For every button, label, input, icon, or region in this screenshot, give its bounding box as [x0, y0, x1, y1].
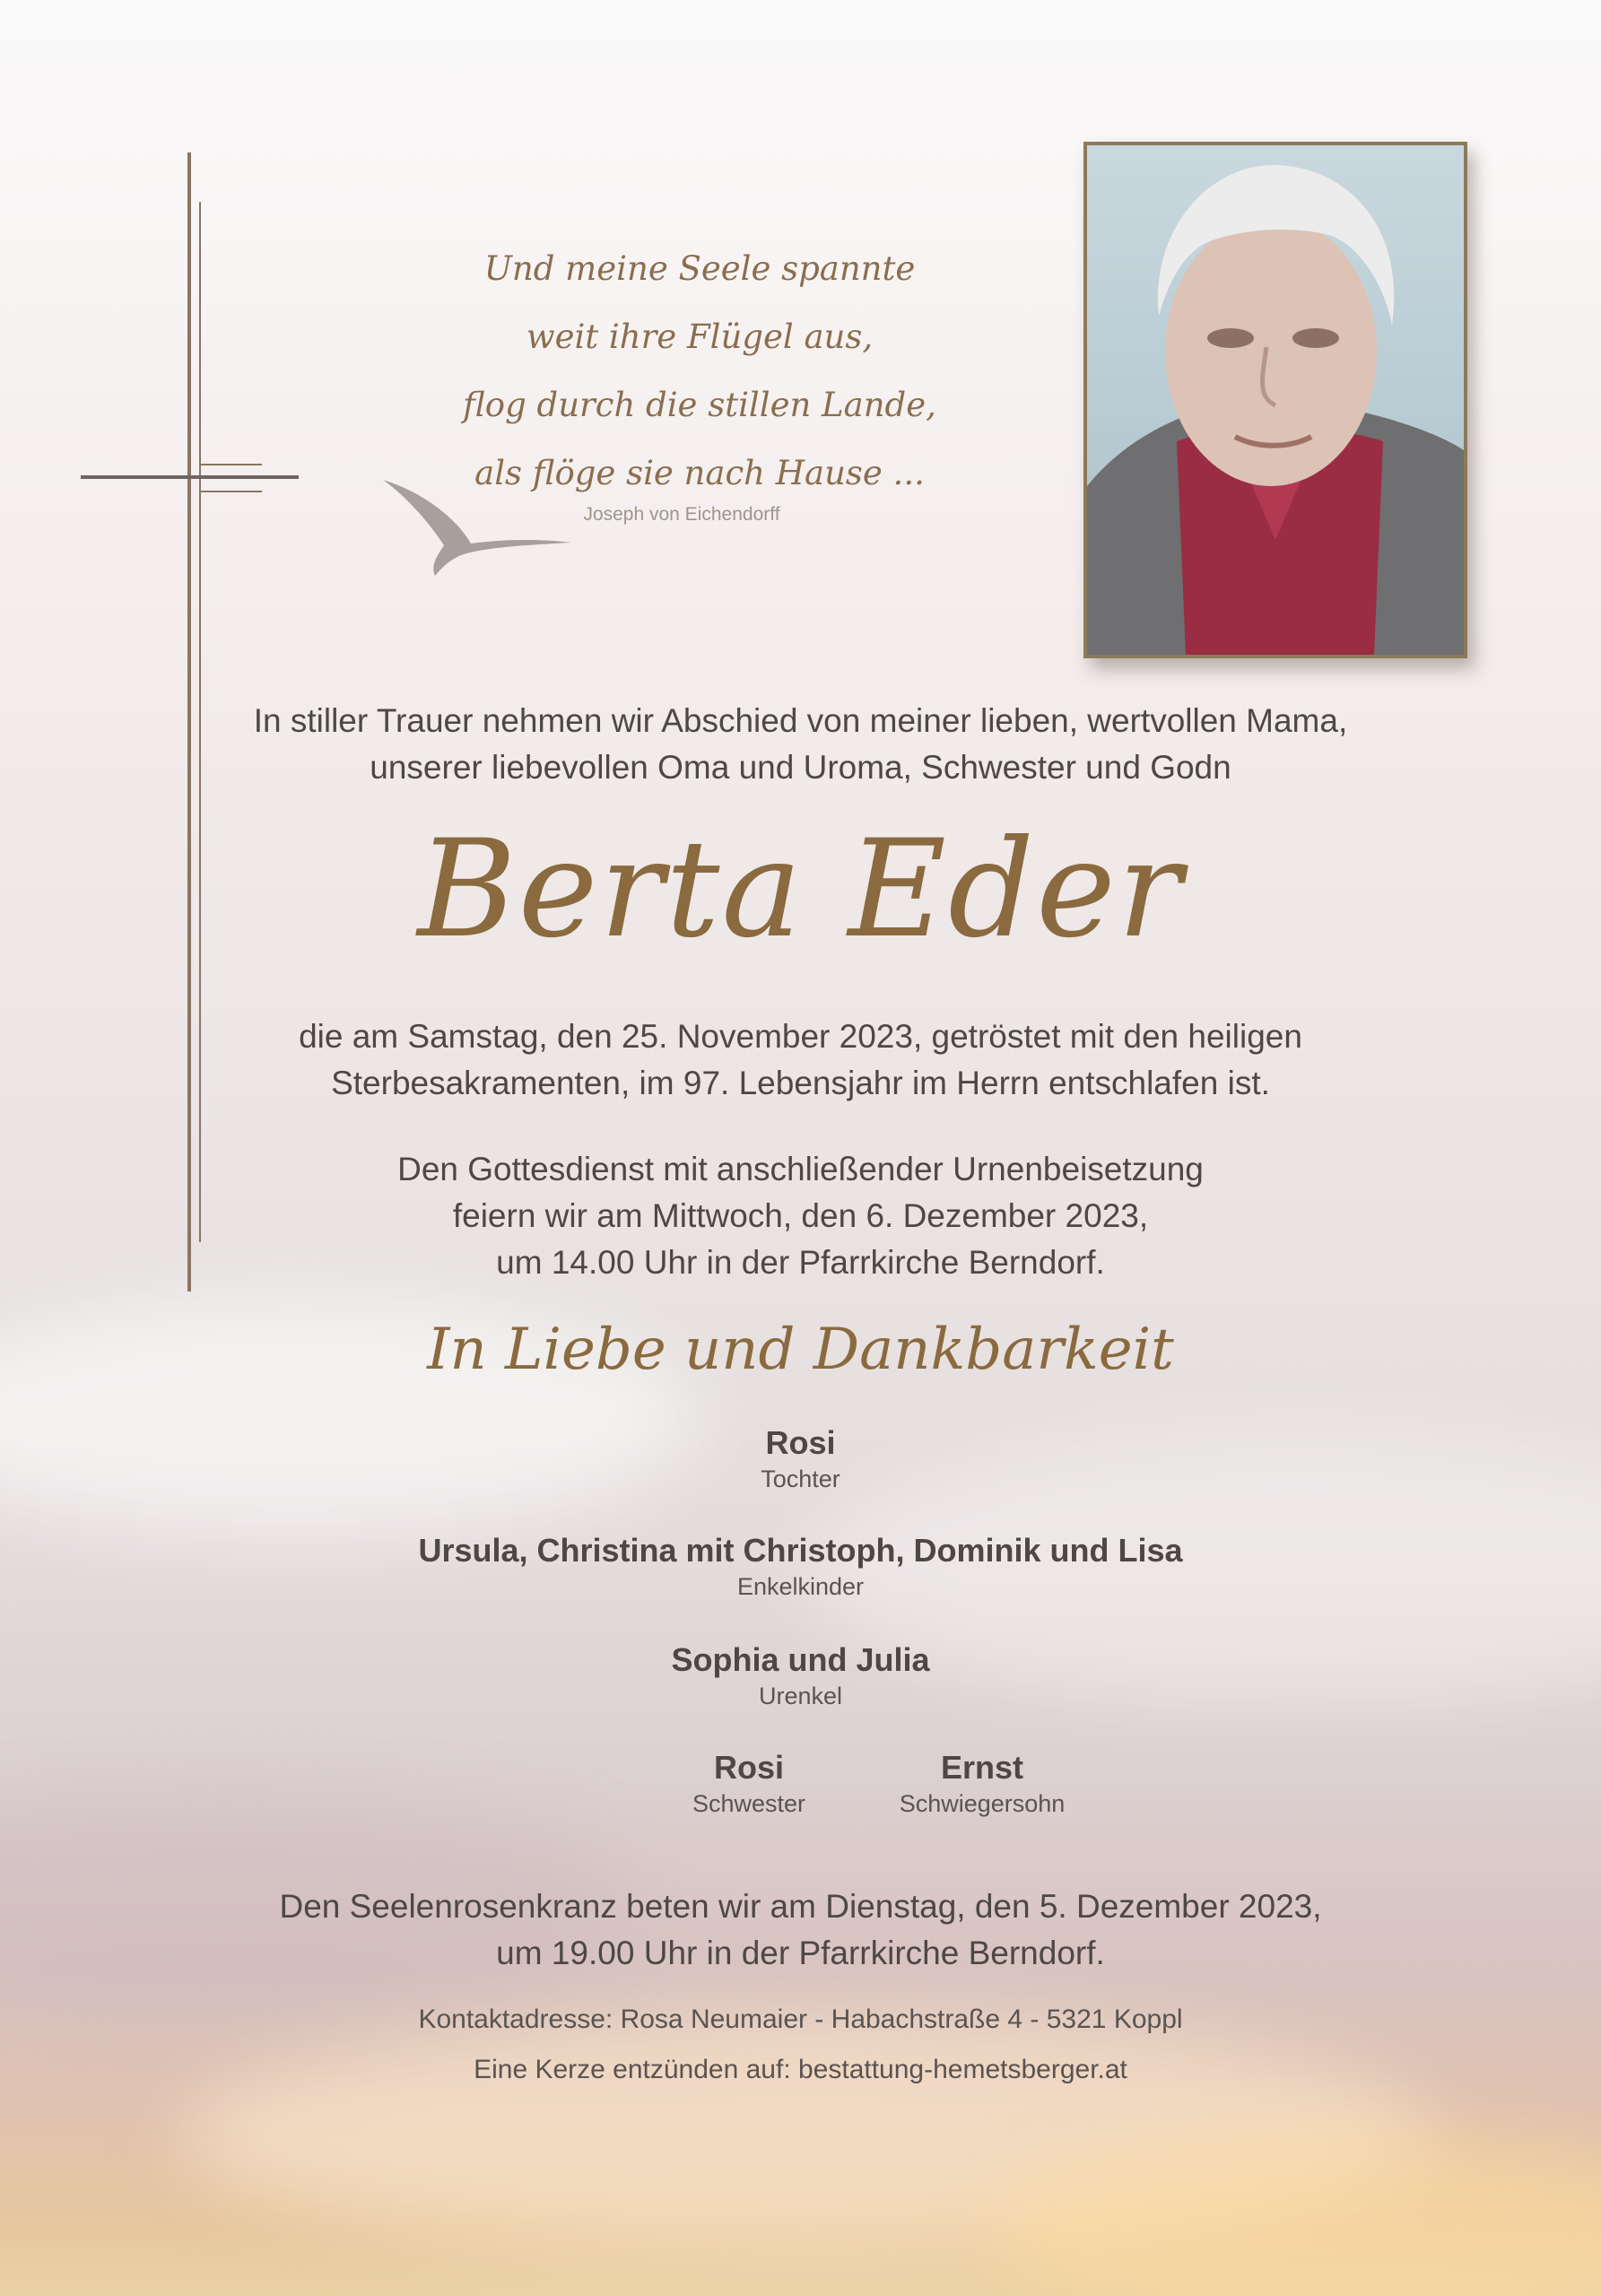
intro-line: unserer liebevollen Oma und Uroma, Schwester und Godn [370, 749, 1231, 786]
quote-line: flog durch die stillen Lande, [463, 386, 936, 424]
family-relation: Urenkel [758, 1683, 843, 1709]
family-member [659, 1749, 839, 1818]
quote-line: weit ihre Flügel aus, [526, 317, 874, 356]
family-relation: Enkelkinder [736, 1573, 865, 1600]
family-name: Ernst [940, 1749, 1024, 1786]
deceased-name: Berta Eder [417, 812, 1184, 968]
family-member [0, 1424, 1601, 1493]
quote-line: als flöge sie nach Hause ... [474, 454, 925, 492]
service-line: um 14.00 Uhr in der Pfarrkirche Berndorf. [496, 1244, 1105, 1281]
family-member [0, 1641, 1601, 1710]
candle-link[interactable]: Eine Kerze entzünden auf: bestattung-hemetsberger.at [474, 2055, 1127, 2084]
cross-horizontal-beam [81, 475, 299, 479]
cross-horizontal-line [199, 491, 262, 492]
death-line: Sterbesakramenten, im 97. Lebensjahr im Herrn entschlafen ist. [331, 1065, 1270, 1101]
thanks-heading: In Liebe und Dankbarkeit [427, 1317, 1174, 1383]
family-name: Sophia und Julia [671, 1641, 930, 1678]
rosary-line: um 19.00 Uhr in der Pfarrkirche Berndorf. [496, 1935, 1105, 1971]
family-name: Rosi [765, 1424, 836, 1461]
bird-icon [381, 475, 579, 592]
quote-line: Und meine Seele spannte [483, 249, 916, 288]
family-member [0, 1532, 1601, 1601]
family-relation: Schwiegersohn [899, 1790, 1066, 1817]
portrait-photo [1083, 142, 1467, 658]
family-member [866, 1749, 1099, 1818]
intro-line: In stiller Trauer nehmen wir Abschied von meiner lieben, wertvollen Mama, [253, 702, 1348, 739]
service-line: feiern wir am Mittwoch, den 6. Dezember 2023, [452, 1197, 1149, 1234]
contact-address: Kontaktadresse: Rosa Neumaier - Habachstraße 4 - 5321 Koppl [418, 2005, 1183, 2034]
family-relation: Tochter [761, 1465, 840, 1492]
death-notice [0, 1013, 1601, 1107]
cross-horizontal-line [199, 464, 262, 465]
death-line: die am Samstag, den 25. November 2023, getröstet mit den heiligen [299, 1018, 1302, 1055]
rosary-info [0, 1883, 1601, 1977]
service-info [0, 1146, 1601, 1286]
quote-author: Joseph von Eichendorff [583, 504, 780, 525]
intro-text [0, 698, 1601, 791]
family-name: Ursula, Christina mit Christoph, Dominik und Lisa [418, 1532, 1183, 1569]
memorial-quote [386, 235, 1014, 508]
service-line: Den Gottesdienst mit anschließender Urnenbeisetzung [397, 1151, 1204, 1187]
family-relation: Schwester [692, 1790, 806, 1817]
rosary-line: Den Seelenrosenkranz beten wir am Dienstag, den 5. Dezember 2023, [279, 1888, 1322, 1925]
family-name: Rosi [713, 1749, 784, 1786]
